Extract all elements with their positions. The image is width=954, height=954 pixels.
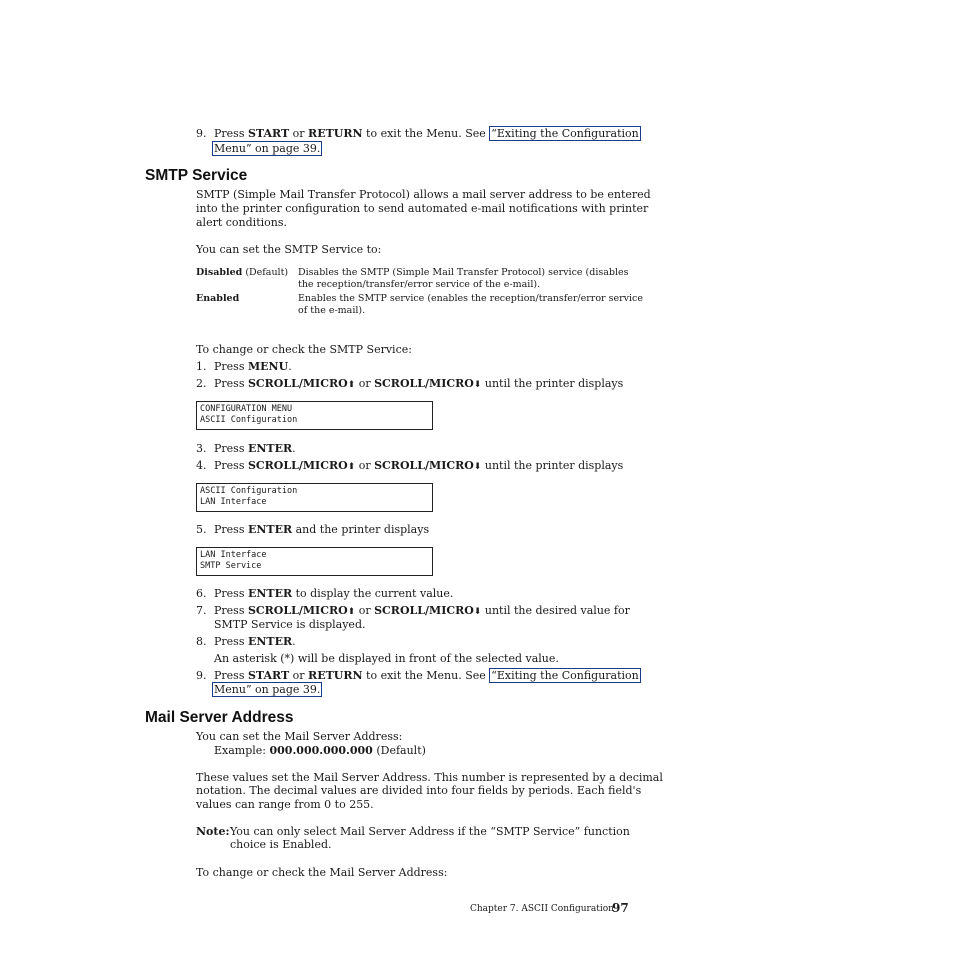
- step-5-text: Press ENTER and the printer displays: [214, 523, 430, 536]
- asterisk-note: An asterisk (*) will be displayed in front of the selected value.: [214, 652, 559, 665]
- printer-display: [196, 401, 433, 430]
- step-9-text-line2: [212, 683, 322, 697]
- step-number: 9.: [196, 127, 207, 140]
- mail-para-line-2: notation. The decimal values are divided into four fields by periods. Each field's: [196, 784, 642, 797]
- note-label: Note:: [196, 825, 230, 838]
- mail-server-heading: Mail Server Address: [145, 709, 294, 726]
- step-4-text: Press SCROLL/MICRO⬆ or SCROLL/MICRO⬇ until the printer displays: [214, 459, 624, 472]
- smtp-intro-line-2: into the printer configuration to send automated e-mail notifications with printer: [196, 202, 649, 215]
- step-number: 1.: [196, 360, 207, 373]
- down-arrow-icon: ⬇: [473, 462, 482, 472]
- mail-para-line-3: values can range from 0 to 255.: [196, 798, 374, 811]
- step-number: 7.: [196, 604, 207, 617]
- option-term: Enabled: [196, 293, 240, 304]
- option-desc-line-2: the reception/transfer/error service of the e-mail).: [298, 279, 541, 290]
- display-line-1: CONFIGURATION MENU: [200, 404, 293, 414]
- up-arrow-icon: ⬆: [347, 607, 356, 617]
- step-7-text: Press SCROLL/MICRO⬆ or SCROLL/MICRO⬇ until the desired value for: [214, 604, 630, 617]
- step-8-text: Press ENTER.: [214, 635, 296, 648]
- printer-display: [196, 547, 433, 576]
- exiting-config-link[interactable]: “Exiting the Configuration: [491, 127, 639, 140]
- mail-para-line-1: These values set the Mail Server Address. This number is represented by a decimal: [196, 771, 663, 784]
- step-number: 8.: [196, 635, 207, 648]
- display-line-2: ASCII Configuration: [200, 415, 298, 425]
- step-6-text: Press ENTER to display the current value.: [214, 587, 454, 600]
- step-text-line2: [212, 142, 322, 156]
- footer-chapter: Chapter 7. ASCII Configuration: [470, 904, 614, 914]
- note-line-2: choice is Enabled.: [230, 838, 332, 851]
- display-line-1: ASCII Configuration: [200, 486, 298, 496]
- note-line-1: You can only select Mail Server Address if the “SMTP Service” function: [230, 825, 630, 838]
- exiting-config-link-cont[interactable]: Menu” on page 39.: [214, 142, 321, 155]
- up-arrow-icon: ⬆: [347, 380, 356, 390]
- step-7-text-line2: SMTP Service is displayed.: [214, 618, 366, 631]
- option-desc-line-1: Disables the SMTP (Simple Mail Transfer Protocol) service (disables: [298, 267, 629, 278]
- down-arrow-icon: ⬇: [473, 380, 482, 390]
- exiting-config-link[interactable]: “Exiting the Configuration: [491, 669, 639, 682]
- page-number: 97: [612, 901, 629, 915]
- step-number: 2.: [196, 377, 207, 390]
- smtp-intro-line-1: SMTP (Simple Mail Transfer Protocol) allows a mail server address to be entered: [196, 188, 651, 201]
- step-1-text: Press MENU.: [214, 360, 292, 373]
- step-number: 6.: [196, 587, 207, 600]
- step-text: Press START or RETURN to exit the Menu. See “Exiting the Configuration: [214, 127, 639, 140]
- smtp-to-change: To change or check the SMTP Service:: [196, 343, 412, 356]
- step-number: 3.: [196, 442, 207, 455]
- smtp-service-heading: SMTP Service: [145, 167, 248, 184]
- printer-display: [196, 483, 433, 512]
- down-arrow-icon: ⬇: [473, 607, 482, 617]
- mail-example: Example: 000.000.000.000 (Default): [214, 744, 426, 757]
- step-number: 9.: [196, 669, 207, 682]
- mail-can-set: You can set the Mail Server Address:: [196, 730, 403, 743]
- step-9-text: Press START or RETURN to exit the Menu. See “Exiting the Configuration: [214, 669, 639, 682]
- step-2-text: Press SCROLL/MICRO⬆ or SCROLL/MICRO⬇ until the printer displays: [214, 377, 624, 390]
- display-line-1: LAN Interface: [200, 550, 267, 560]
- option-term: Disabled (Default): [196, 267, 289, 278]
- step-number: 4.: [196, 459, 207, 472]
- mail-to-change: To change or check the Mail Server Address:: [196, 866, 448, 879]
- display-line-2: LAN Interface: [200, 497, 267, 507]
- option-desc-line-2: of the e-mail).: [298, 305, 366, 316]
- step-number: 5.: [196, 523, 207, 536]
- option-desc-line-1: Enables the SMTP service (enables the reception/transfer/error service: [298, 293, 643, 304]
- smtp-intro-line-3: alert conditions.: [196, 216, 287, 229]
- up-arrow-icon: ⬆: [347, 462, 356, 472]
- step-3-text: Press ENTER.: [214, 442, 296, 455]
- display-line-2: SMTP Service: [200, 561, 262, 571]
- smtp-set-to: You can set the SMTP Service to:: [196, 243, 382, 256]
- exiting-config-link-cont[interactable]: Menu” on page 39.: [214, 683, 321, 696]
